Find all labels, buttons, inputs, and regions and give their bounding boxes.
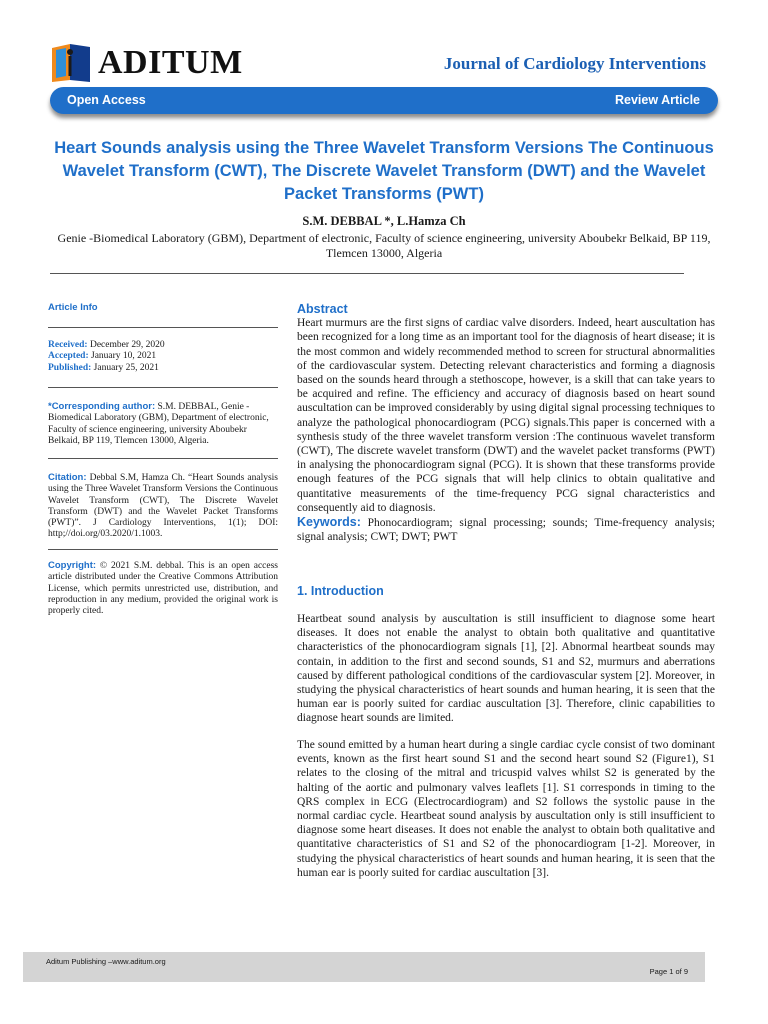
received-date: December 29, 2020 <box>89 340 165 350</box>
copyright <box>48 560 278 617</box>
sidebar-divider <box>48 387 278 388</box>
author-list: S.M. DEBBAL *, L.Hamza Ch <box>302 214 466 228</box>
corresponding-text: S.M. DEBBAL, Genie - Biomedical Laboratory (GBM), Department of electronic, Faculty of science engineering, university Aboubekr Belkaid, BP 119, Tlemcen 13000, Algeria. <box>48 402 269 446</box>
corresponding-author <box>48 401 278 447</box>
article-info-heading: Article Info <box>48 302 98 313</box>
published-date: January 25, 2021 <box>93 362 159 373</box>
sidebar-divider <box>48 327 278 328</box>
citation-label: Citation: <box>48 472 87 483</box>
keywords-text: Phonocardiogram; signal processing; sounds; Time-frequency analysis; signal analysis; CWT; DWT; PWT <box>297 517 716 544</box>
affiliation: Genie -Biomedical Laboratory (GBM), Department of electronic, Faculty of science engineering, university Aboubekr Belkaid, BP 119, Tlemcen 13000, Algeria <box>57 231 711 260</box>
citation-text: Debbal S.M, Hamza Ch. “Heart Sounds analysis using the Three Wavelet Transform Versions the Continuous Wavelet Transform (CWT), The Discrete Wavelet Transform (DWT) and the Wavelet Packet Transforms (PWT)”. J Cardiology Interventions, 1(1); DOI: http;//doi.org/03.2020/1.1003. <box>48 473 278 540</box>
abstract-section <box>297 302 715 544</box>
article-dates <box>48 340 278 374</box>
corresponding-label: *Corresponding author: <box>48 401 156 412</box>
aditum-logo <box>50 42 243 84</box>
accepted-date: January 10, 2021 <box>91 351 157 362</box>
header-band <box>50 87 718 114</box>
keywords <box>297 515 715 544</box>
citation <box>48 472 278 541</box>
open-access-label: Open Access <box>67 93 146 107</box>
abstract-heading: Abstract <box>297 302 348 316</box>
copyright-text: © 2021 S.M. debbal. This is an open access article distributed under the Creative Commons Attribution License, which permits unrestricted use, distribution, and reproduction in any medium, provided the original work is properly cited. <box>48 561 278 617</box>
published-label: Published: <box>48 362 92 373</box>
page-footer <box>23 952 705 982</box>
keywords-label: Keywords: <box>297 515 361 530</box>
sidebar-divider <box>48 458 278 459</box>
page-number: Page 1 of 9 <box>649 967 688 976</box>
introduction-heading: 1. Introduction <box>297 584 384 598</box>
logo-wordmark: ADITUM <box>98 44 243 81</box>
abstract-text: Heart murmurs are the first signs of cardiac valve disorders. Indeed, heart auscultation has been recognized for a long time as an important tool for the diagnosis of heart disease; it is the most common and widely recommended method to screen for structural abnormalities of the cardiovascular system. Detecting relevant characteristics and forming a diagnosis based on the sounds heard through a stethoscope, however, is a skill that can take years to be acquired and refine. The efficiency and accuracy of diagnosis based on heart sound auscultation can be improved considerably by using digital signal processing techniques to analyze the pathological phonocardiogram (PCG) signals.This paper is concerned with a synthesis study of the three wavelet transform version :The continuous wavelet transform (CWT), The discrete wavelet transform (DWT) and the wavelet packet transforms (PWT) in analysing the phonocardiogram signal (PCG). It is shown that these transforms provide enough features of the PCG signals that will help clinics to obtain qualitative and quantitative measurements of the time-frequency PCG signal characteristics and consequently aid to diagnosis. <box>297 317 715 514</box>
accepted-label: Accepted: <box>48 351 89 362</box>
sidebar-divider <box>48 549 278 550</box>
article-title: Heart Sounds analysis using the Three Wavelet Transform Versions The Continuous Wavelet Transform (CWT), The Discrete Wavelet Transform (DWT) and the Wavelet Packet Transforms (PWT) <box>54 139 714 203</box>
received-label: Received: <box>48 340 88 350</box>
publisher-text: Aditum Publishing –www.aditum.org <box>46 957 166 966</box>
book-logo-icon <box>50 42 96 84</box>
intro-paragraph-2: The sound emitted by a human heart during a single cardiac cycle consist of two dominant events, known as the first heart sound S1 and the second heart sound S2 (Figure1), S1 relates to the closing of the mitral and tricuspid valves whilst S2 is generated by the halting of the aortic and pulmonary valves leaflets [1]. S1 corresponds in timing to the QRS complex in ECG (Electrocardiogram) and S2 follows the systolic pause in the normal cardiac cycle. Heartbeat sound analysis by auscultation only is still insufficient to diagnose some heart diseases. It does not enable the analyst to obtain both qualitative and quantitative characteristics of S1 and S2 of the phonocardiogram [1-2]. Moreover, in studying the physical characteristics of heart sounds and human hearing, it is seen that the human ear is poorly suited for cardiac auscultation [3]. <box>297 739 715 879</box>
journal-name: Journal of Cardiology Interventions <box>443 54 706 73</box>
article-type-label: Review Article <box>615 93 700 107</box>
intro-paragraph-1: Heartbeat sound analysis by auscultation is still insufficient to diagnose some heart diseases. It does not enable the analyst to obtain both qualitative and quantitative characteristics of the phonocardiogram signals [1], [2]. Abnormal heartbeat sounds may contain, in addition to the first and second sounds, S1 and S2, murmurs and aberrations caused by different pathological conditions of the cardiovascular system [2]. Moreover, in studying the physical characteristics of heart sounds and human hearing, it is seen that the human ear is poorly suited for cardiac auscultation [3]. Therefore, clinic capabilities to diagnose heart sounds are limited. <box>297 613 715 725</box>
header-divider <box>50 273 684 274</box>
copyright-label: Copyright: <box>48 560 97 571</box>
